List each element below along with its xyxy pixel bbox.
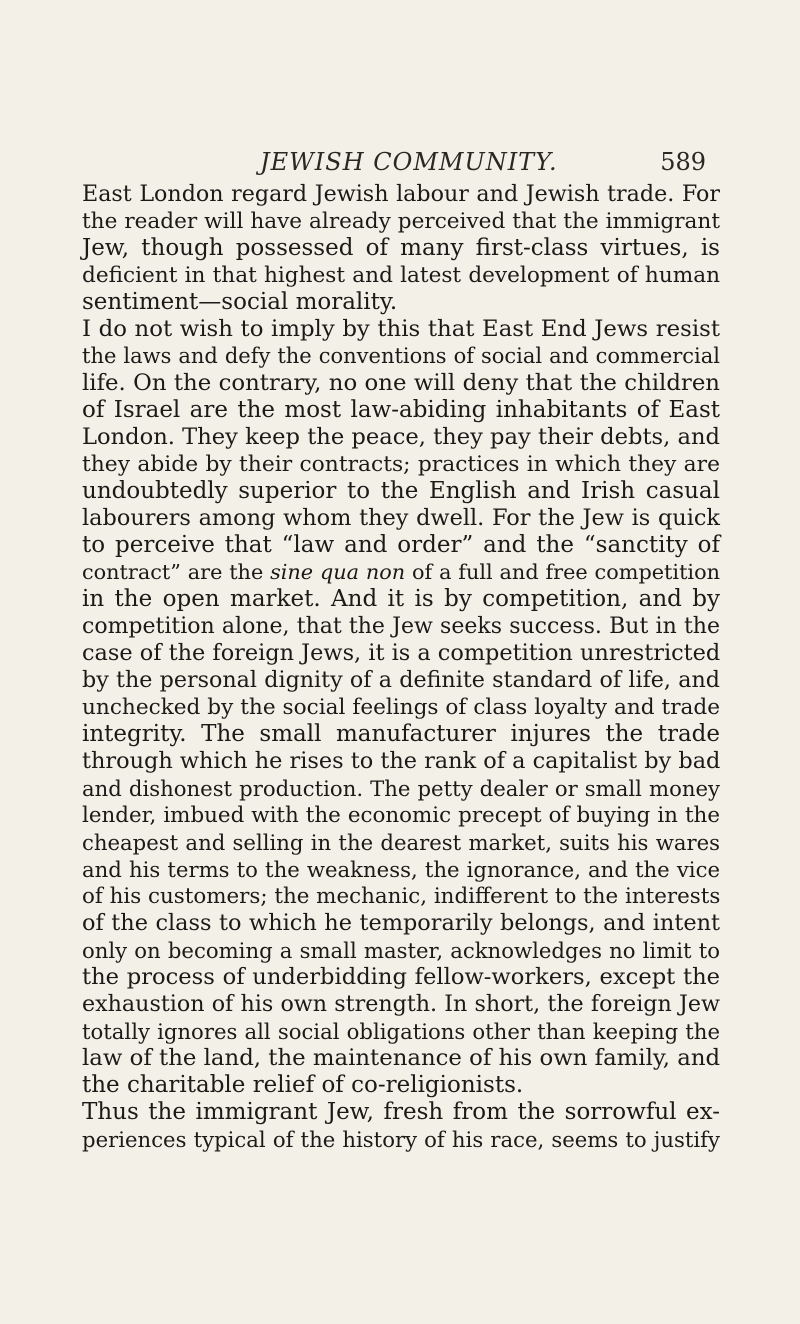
text-line-10: London. They keep the peace, they pay their debts, and <box>82 424 720 450</box>
text-line-7: the laws and defy the conventions of social and commercial <box>82 344 720 368</box>
text-line-21: integrity. The small manufacturer injures the trade <box>82 721 720 747</box>
text-line-1: East London regard Jewish labour and Jewish trade. For <box>82 181 720 207</box>
text-line-15: contract” are the sine qua non of a full and free competition <box>82 560 720 584</box>
text-line-18: case of the foreign Jews, it is a competition unrestricted <box>82 640 721 666</box>
text-line-24: lender, imbued with the economic precept of buying in the <box>82 803 720 828</box>
running-head: JEWISH COMMUNITY. <box>260 148 558 176</box>
text-line-31: exhaustion of his own strength. In short, the foreign Jew <box>82 991 720 1017</box>
text-line-4: deficient in that highest and latest development of human <box>82 263 720 288</box>
text-line-8: life. On the contrary, no one will deny that the children <box>82 370 720 396</box>
text-line-29: only on becoming a small master, acknowledges no limit to <box>82 938 720 963</box>
text-line-2: the reader will have already perceived that the immigrant <box>82 209 720 234</box>
text-line-34: the charitable relief of co-religionists. <box>82 1072 524 1098</box>
text-line-20: unchecked by the social feelings of class loyalty and trade <box>82 695 720 720</box>
text-line-35: Thus the immigrant Jew, fresh from the sorrowful ex- <box>82 1099 720 1125</box>
text-line-26: and his terms to the weakness, the ignorance, and the vice <box>82 857 720 882</box>
text-line-36: periences typical of the history of his race, seems to justify <box>82 1127 720 1152</box>
text-line-14: to perceive that “law and order” and the “sanctity of <box>82 532 720 558</box>
text-line-23: and dishonest production. The petty dealer or small money <box>82 776 720 801</box>
text-line-28: of the class to which he temporarily belongs, and intent <box>82 910 720 936</box>
text-line-12: undoubtedly superior to the English and Irish casual <box>82 478 720 504</box>
text-line-33: law of the land, the maintenance of his own family, and <box>82 1045 721 1071</box>
text-line-25: cheapest and selling in the dearest market, suits his wares <box>82 830 720 855</box>
text-line-11: they abide by their contracts; practices in which they are <box>82 452 720 477</box>
text-line-22: through which he rises to the rank of a capitalist by bad <box>82 748 721 774</box>
page-number: 589 <box>660 148 706 176</box>
text-line-27: of his customers; the mechanic, indifferent to the interests <box>82 884 721 909</box>
text-line-30: the process of underbidding fellow-workers, except the <box>82 964 720 990</box>
text-line-6: I do not wish to imply by this that East End Jews resist <box>82 316 720 342</box>
italic-phrase: sine qua non <box>270 560 406 584</box>
text-line-9: of Israel are the most law-abiding inhabitants of East <box>82 397 720 423</box>
text-line-13: labourers among whom they dwell. For the Jew is quick <box>82 505 720 531</box>
text-line-32: totally ignores all social obligations other than keeping the <box>82 1019 720 1044</box>
page-header <box>90 116 710 176</box>
text-line-19: by the personal dignity of a definite standard of life, and <box>82 667 720 693</box>
text-line-3: Jew, though possessed of many first-class virtues, is <box>82 235 720 261</box>
text-line-16: in the open market. And it is by competition, and by <box>82 586 720 612</box>
text-line-17: competition alone, that the Jew seeks success. But in the <box>82 614 720 639</box>
text-line-5: sentiment—social morality. <box>82 289 398 315</box>
body-text <box>82 181 720 1153</box>
